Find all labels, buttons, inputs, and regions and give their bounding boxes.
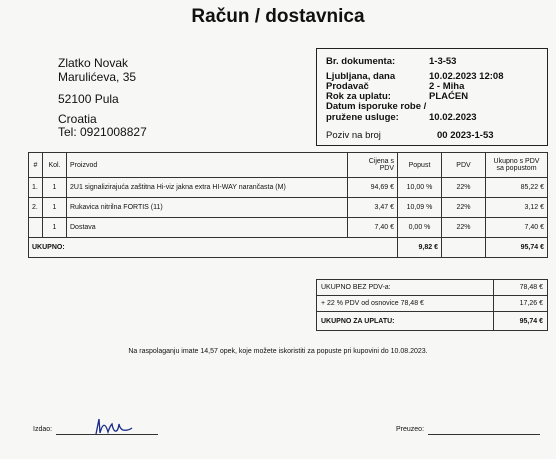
received-by-line bbox=[428, 434, 540, 435]
row-num: 2. bbox=[29, 198, 43, 218]
col-header-vat: PDV bbox=[442, 153, 486, 178]
place-date-label: Ljubljana, dana bbox=[326, 71, 396, 82]
row-vat: 22% bbox=[442, 198, 486, 218]
totals-pay-row bbox=[317, 312, 548, 331]
row-discount: 0,00 % bbox=[398, 218, 442, 238]
net-value: 78,48 € bbox=[494, 280, 548, 296]
delivery-label-line1: Datum isporuke robe / bbox=[326, 101, 427, 112]
reference-label: Poziv na broj bbox=[326, 130, 381, 141]
col-header-price bbox=[348, 153, 398, 178]
row-num bbox=[29, 218, 43, 238]
row-price: 7,40 € bbox=[348, 218, 398, 238]
reference-value: 00 2023-1-53 bbox=[437, 130, 494, 141]
row-price: 3,47 € bbox=[348, 198, 398, 218]
row-product: Dostava bbox=[67, 218, 348, 238]
row-qty: 1 bbox=[43, 218, 67, 238]
col-header-num: # bbox=[29, 153, 43, 178]
table-row bbox=[29, 218, 548, 238]
document-info-box bbox=[316, 48, 548, 146]
col-header-price-line2: PDV bbox=[379, 165, 394, 172]
items-table bbox=[28, 152, 548, 258]
sum-discount: 9,82 € bbox=[398, 238, 442, 258]
totals-table bbox=[316, 279, 548, 331]
delivery-value: 10.02.2023 bbox=[429, 112, 477, 123]
seller-value: 2 - Miha bbox=[429, 81, 465, 92]
col-header-discount: Popust bbox=[398, 153, 442, 178]
col-header-total-line2: sa popustom bbox=[496, 165, 537, 172]
seller-label: Prodavač bbox=[326, 81, 369, 92]
sum-label: UKUPNO: bbox=[29, 238, 398, 258]
col-header-product: Proizvod bbox=[67, 153, 348, 178]
col-header-total bbox=[486, 153, 548, 178]
document-title: Račun / dostavnica bbox=[191, 6, 365, 27]
handwritten-signature bbox=[88, 416, 136, 440]
row-total: 7,40 € bbox=[486, 218, 548, 238]
totals-vat-row bbox=[317, 296, 548, 312]
row-discount: 10,00 % bbox=[398, 178, 442, 198]
row-total: 85,22 € bbox=[486, 178, 548, 198]
pay-label: UKUPNO ZA UPLATU: bbox=[317, 312, 494, 331]
row-qty: 1 bbox=[43, 198, 67, 218]
loyalty-note: Na raspolaganju imate 14,57 opek, koje možete iskoristiti za popuste pri kupovini do 10.08.2023. bbox=[128, 348, 428, 355]
row-discount: 10,09 % bbox=[398, 198, 442, 218]
customer-country: Croatia bbox=[58, 112, 97, 126]
net-label: UKUPNO BEZ PDV-a: bbox=[317, 280, 494, 296]
table-header-row bbox=[29, 153, 548, 178]
table-sum-row bbox=[29, 238, 548, 258]
row-vat: 22% bbox=[442, 178, 486, 198]
table-row bbox=[29, 198, 548, 218]
col-header-qty: Kol. bbox=[43, 153, 67, 178]
vat-label: + 22 % PDV od osnovice 78,48 € bbox=[317, 296, 494, 312]
row-num: 1. bbox=[29, 178, 43, 198]
pay-value: 95,74 € bbox=[494, 312, 548, 331]
due-label: Rok za uplatu: bbox=[326, 91, 391, 102]
totals-net-row bbox=[317, 280, 548, 296]
customer-name: Zlatko Novak bbox=[58, 56, 129, 70]
table-row bbox=[29, 178, 548, 198]
row-total: 3,12 € bbox=[486, 198, 548, 218]
doc-number-value: 1-3-53 bbox=[429, 56, 457, 67]
col-header-total-line1: Ukupno s PDV bbox=[493, 158, 540, 165]
place-date-value: 10.02.2023 12:08 bbox=[429, 71, 504, 82]
customer-street: Marulićeva, 35 bbox=[58, 70, 137, 84]
sum-vat-empty bbox=[442, 238, 486, 258]
doc-number-label: Br. dokumenta: bbox=[326, 56, 396, 67]
sum-total: 95,74 € bbox=[486, 238, 548, 258]
customer-phone: Tel: 0921008827 bbox=[58, 125, 147, 139]
received-by-label: Preuzeo: bbox=[396, 426, 425, 433]
row-product: 2U1 signalizirajuća zaštitna Hi-viz jakna extra HI-WAY narančasta (M) bbox=[67, 178, 348, 198]
row-qty: 1 bbox=[43, 178, 67, 198]
row-vat: 22% bbox=[442, 218, 486, 238]
col-header-price-line1: Cijena s bbox=[368, 158, 394, 165]
issued-by-label: Izdao: bbox=[33, 426, 53, 433]
delivery-label-line2: pružene usluge: bbox=[326, 112, 399, 123]
vat-value: 17,26 € bbox=[494, 296, 548, 312]
row-product: Rukavica nitrilna FORTIS (11) bbox=[67, 198, 348, 218]
row-price: 94,69 € bbox=[348, 178, 398, 198]
due-value: PLAĆEN bbox=[429, 91, 469, 102]
customer-city: 52100 Pula bbox=[58, 92, 119, 106]
